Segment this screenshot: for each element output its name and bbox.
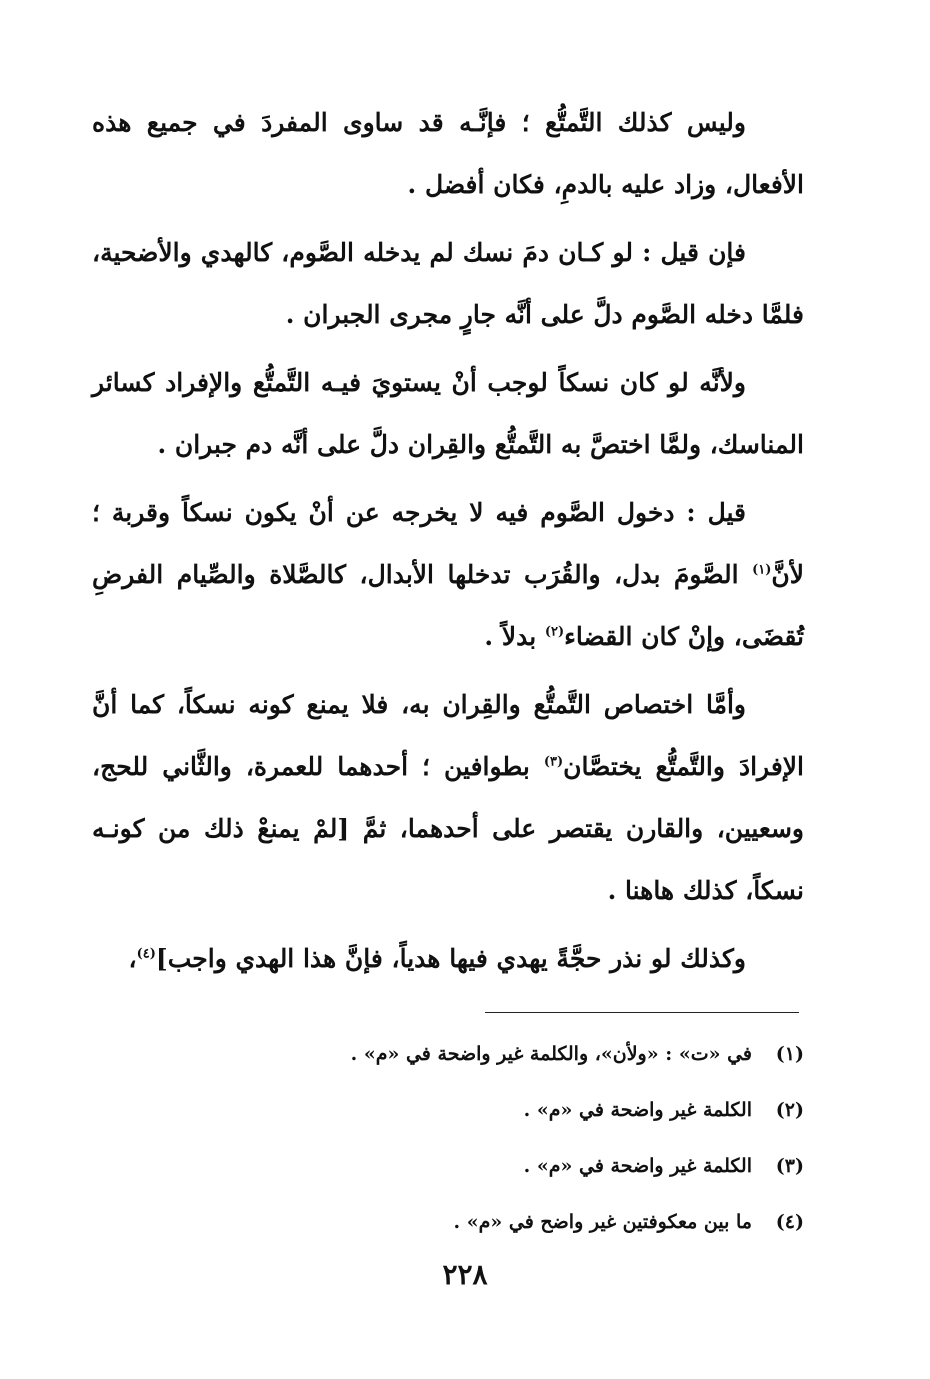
footnote-number: (٤)	[775, 1211, 804, 1233]
paragraph-text: وكذلك لو نذر حجَّةً يهدي فيها هدياً، فإنَّ هذا الهدي واجب]	[155, 944, 746, 973]
main-text	[92, 92, 804, 996]
footnote-marker: (٣)	[543, 754, 564, 770]
footnote-number: (٣)	[775, 1155, 804, 1177]
paragraph-text: وأمَّا اختصاص التَّمتُّع والقِران به، فلا يمنع كونه نسكاً، كما أنَّ الإفرادَ والتَّمتُّع يختصَّان	[92, 690, 804, 781]
paragraph-text: بطوافين ؛ أحدهما للعمرة، والثَّاني للحج، وسعيين، والقارن يقتصر على أحدهما، ثمَّ [لمْ يمنعْ ذلك من كونـه نسكاً، كذلك هاهنا .	[92, 752, 804, 905]
footnote-marker: (٢)	[544, 624, 565, 640]
footnote	[200, 1194, 804, 1250]
footnote-text: الكلمة غير واضحة في «م» .	[523, 1155, 752, 1177]
paragraph	[92, 674, 804, 922]
paragraph-text: بدلاً .	[484, 622, 545, 651]
paragraph: فإن قيل : لو كـان دمَ نسك لم يدخله الصَّوم، كالهدي والأضحية، فلمَّا دخله الصَّوم دلَّ على أنَّه جارٍ مجرى الجبران .	[92, 238, 804, 329]
footnote-text: ما بين معكوفتين غير واضح في «م» .	[453, 1211, 752, 1233]
footnote	[200, 1138, 804, 1194]
footnote-divider	[485, 1012, 799, 1013]
footnote-number: (١)	[775, 1043, 804, 1065]
paragraph	[92, 928, 804, 990]
paragraph	[92, 482, 804, 668]
footnote-marker: (١)	[752, 562, 772, 578]
paragraph-text: قيل : دخول الصَّوم فيه لا يخرجه عن أنْ يكون نسكاً وقربة ؛ لأنَّ	[92, 498, 804, 589]
footnote	[200, 1082, 804, 1138]
footnote-text: في «ت» : «ولأن»، والكلمة غير واضحة في «م» .	[350, 1043, 752, 1065]
footnotes	[200, 1026, 804, 1250]
footnote	[200, 1026, 804, 1082]
paragraph-text: الصَّومَ بدل، والقُرَب تدخلها الأبدال، كالصَّلاة والصِّيام الفرضِ تُقضَى، وإنْ كان القضاء	[92, 560, 804, 651]
paragraph: ولأنَّه لو كان نسكاً لوجب أنْ يستويَ فيـه التَّمتُّع والإفراد كسائر المناسك، ولمَّا اختصَّ به التَّمتُّع والقِران دلَّ على أنَّه دم جبران .	[92, 368, 804, 459]
footnote-text: الكلمة غير واضحة في «م» .	[523, 1099, 752, 1121]
footnote-marker: (٤)	[136, 946, 156, 962]
paragraph: وليس كذلك التَّمتُّع ؛ فإنَّـه قد ساوى المفردَ في جميع هذه الأفعال، وزاد عليه بالدمِ، فكان أفضل .	[92, 108, 804, 199]
footnote-number: (٢)	[775, 1099, 804, 1121]
paragraph-text: ،	[128, 944, 137, 973]
page-number: ٢٢٨	[442, 1258, 488, 1291]
